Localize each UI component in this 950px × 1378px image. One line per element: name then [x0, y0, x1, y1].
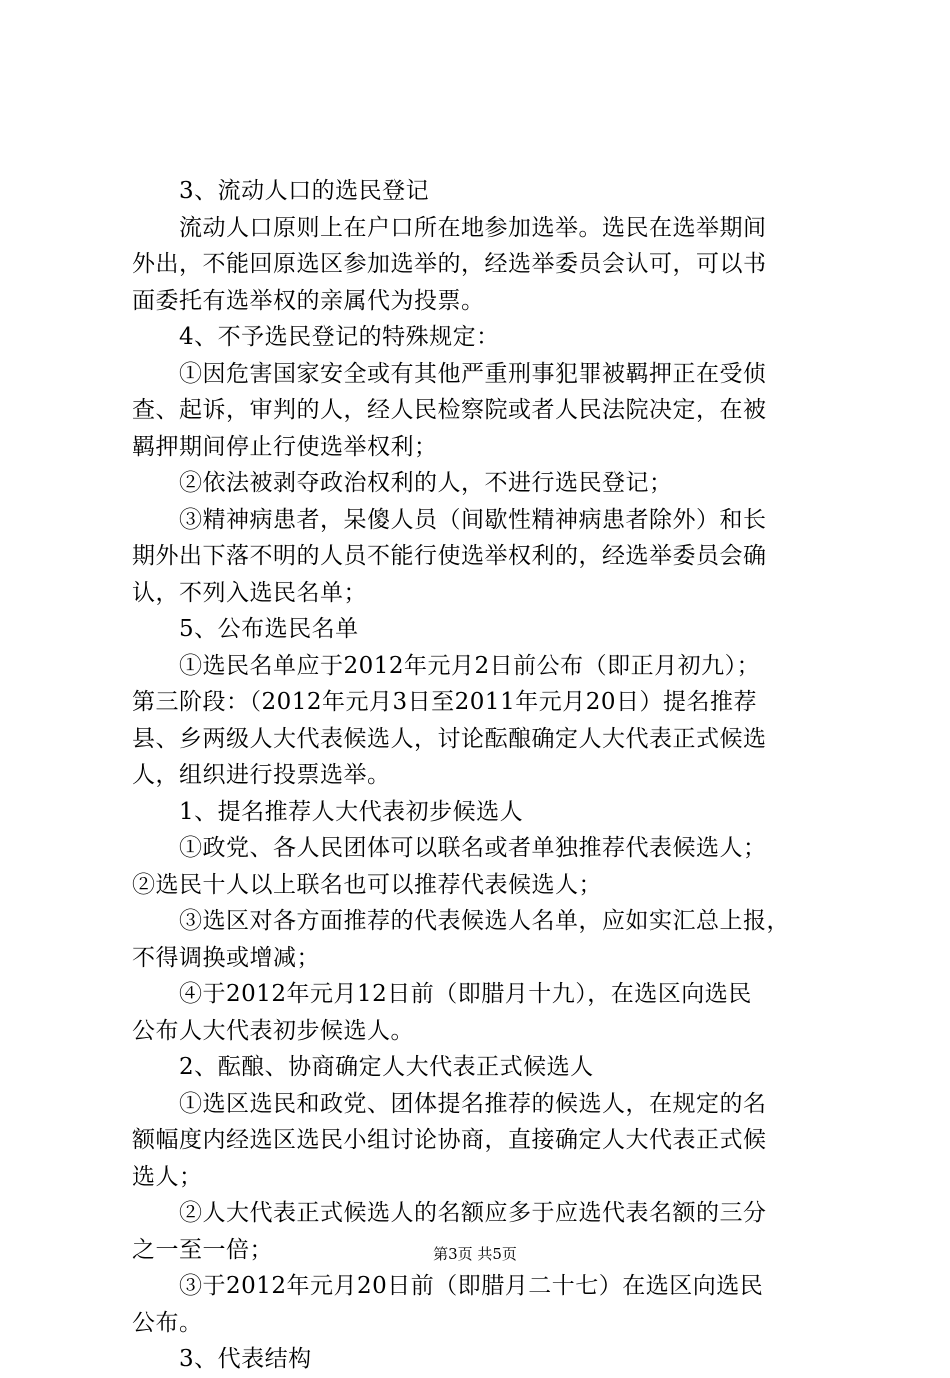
text-line: ①选区选民和政党、团体提名推荐的候选人，在规定的名: [179, 1090, 767, 1117]
text-line: 不得调换或增减；: [132, 944, 320, 971]
text-line: ②人大代表正式候选人的名额应多于应选代表名额的三分: [179, 1200, 767, 1226]
text-line: ③于2012年元月20日前（即腊月二十七）在选区向选民: [179, 1273, 764, 1299]
text-line: ③精神病患者，呆傻人员（间歇性精神病患者除外）和长: [179, 506, 767, 533]
text-line: 3、流动人口的选民登记: [179, 178, 430, 204]
text-line: 2、酝酿、协商确定人大代表正式候选人: [179, 1054, 594, 1080]
text-line: ④于2012年元月12日前（即腊月十九），在选区向选民: [179, 981, 752, 1007]
text-line: 4、不予选民登记的特殊规定：: [179, 324, 500, 350]
text-line: 5、公布选民名单: [179, 616, 359, 642]
text-line: ②依法被剥夺政治权利的人，不进行选民登记；: [179, 470, 673, 496]
text-line: 额幅度内经选区选民小组讨论协商，直接确定人大代表正式候: [132, 1127, 767, 1153]
text-line: ②选民十人以上联名也可以推荐代表候选人；: [132, 871, 602, 898]
document-body: [132, 173, 832, 1378]
text-line: 羁押期间停止行使选举权利；: [132, 433, 438, 460]
text-line: ③选区对各方面推荐的代表候选人名单，应如实汇总上报，: [179, 908, 790, 934]
text-line: 县、乡两级人大代表候选人，讨论酝酿确定人大代表正式候选: [132, 725, 767, 752]
text-line: ①选民名单应于2012年元月2日前公布（即正月初九）；: [179, 652, 761, 679]
text-line: 3、代表结构: [179, 1346, 312, 1372]
text-line: ①政党、各人民团体可以联名或者单独推荐代表候选人；: [179, 835, 767, 861]
page-number-footer: 第3页 共5页: [433, 1245, 517, 1263]
text-line: 期外出下落不明的人员不能行使选举权利的，经选举委员会确: [132, 543, 767, 569]
text-line: 查、起诉，审判的人，经人民检察院或者人民法院决定，在被: [132, 397, 767, 423]
text-line: 公布人大代表初步候选人。: [132, 1017, 414, 1044]
text-line: 外出，不能回原选区参加选举的，经选举委员会认可，可以书: [132, 251, 767, 277]
text-line: 之一至一倍；: [132, 1236, 273, 1263]
text-line: 公布。: [132, 1309, 203, 1336]
text-line: 认，不列入选民名单；: [132, 579, 367, 606]
text-line: 面委托有选举权的亲属代为投票。: [132, 287, 485, 314]
text-line: 选人；: [132, 1163, 203, 1190]
text-line: ①因危害国家安全或有其他严重刑事犯罪被羁押正在受侦: [179, 360, 767, 387]
text-line: 第三阶段：（2012年元月3日至2011年元月20日）提名推荐: [132, 689, 757, 715]
text-line: 流动人口原则上在户口所在地参加选举。选民在选举期间: [179, 214, 767, 241]
text-line: 1、提名推荐人大代表初步候选人: [179, 798, 524, 825]
text-line: 人，组织进行投票选举。: [132, 762, 391, 788]
